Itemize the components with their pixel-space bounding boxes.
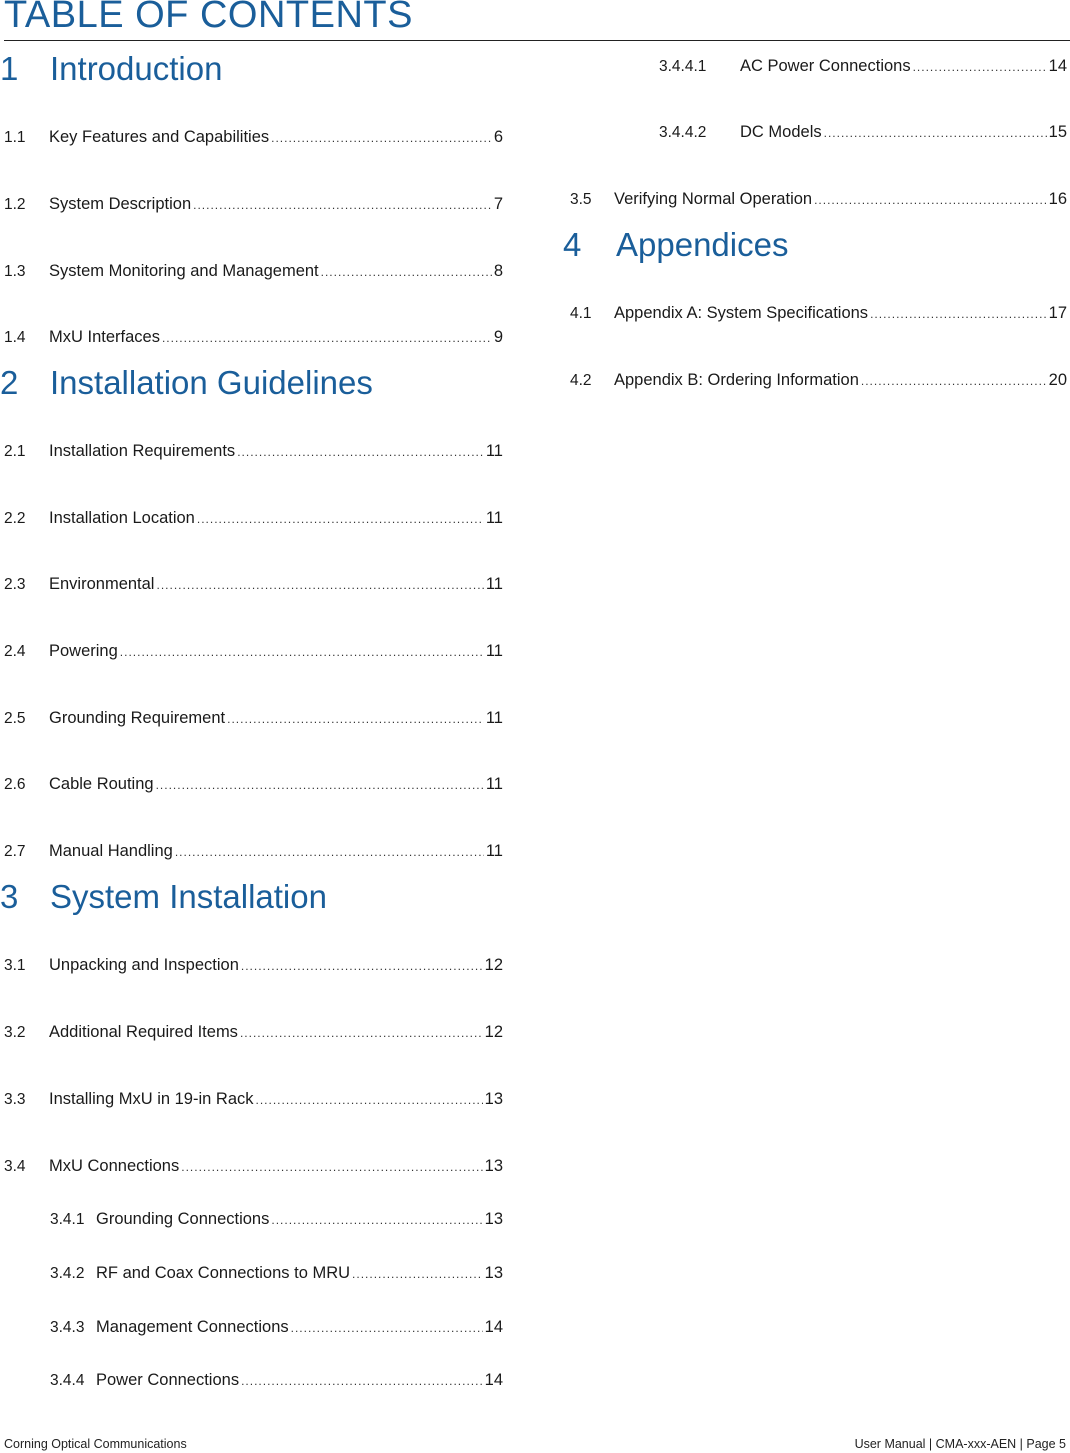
- entry-page: 7: [493, 195, 503, 213]
- entry-number: 4.1: [570, 305, 592, 322]
- toc-entry[interactable]: [50, 1208, 503, 1231]
- entry-number: 3.4.1: [50, 1211, 85, 1228]
- entry-label: Powering: [49, 642, 118, 660]
- entry-label: Key Features and Capabilities: [49, 128, 270, 146]
- toc-entry[interactable]: [570, 188, 1067, 211]
- dot-leader: [181, 1156, 482, 1178]
- entry-number: 2.1: [4, 443, 26, 460]
- toc-entry[interactable]: [4, 773, 503, 796]
- dot-leader: [241, 1370, 483, 1392]
- dot-leader: [197, 508, 484, 530]
- dot-leader: [352, 1263, 483, 1285]
- entry-page: 11: [485, 709, 503, 727]
- footer-company: Corning Optical Communications: [4, 1437, 187, 1451]
- dot-leader: [120, 641, 484, 663]
- entry-number: 3.4.4: [50, 1372, 85, 1389]
- chapter-title: Introduction: [50, 50, 223, 87]
- chapter-title: Appendices: [616, 226, 789, 263]
- toc-entry[interactable]: [4, 954, 503, 977]
- entry-number: 2.7: [4, 843, 26, 860]
- entry-page: 9: [493, 328, 503, 346]
- toc-entry[interactable]: [4, 573, 503, 596]
- entry-page: 14: [1048, 57, 1067, 75]
- entry-number: 2.4: [4, 643, 26, 660]
- entry-number: 2.2: [4, 510, 26, 527]
- dot-leader: [814, 189, 1047, 211]
- entry-number: 1.3: [4, 263, 26, 280]
- entry-label: Grounding Connections: [96, 1210, 270, 1228]
- toc-title: TABLE OF CONTENTS: [4, 0, 413, 36]
- entry-label: Installation Location: [49, 509, 195, 527]
- entry-label: MxU Interfaces: [49, 328, 160, 346]
- toc-entry[interactable]: [4, 507, 503, 530]
- entry-page: 12: [484, 1023, 503, 1041]
- toc-entry[interactable]: [659, 55, 1067, 78]
- entry-label: System Description: [49, 195, 192, 213]
- entry-label: MxU Connections: [49, 1157, 180, 1175]
- dot-leader: [824, 122, 1047, 144]
- dot-leader: [240, 1022, 483, 1044]
- entry-page: 13: [484, 1264, 503, 1282]
- toc-entry[interactable]: [659, 121, 1067, 144]
- toc-entry[interactable]: [4, 640, 503, 663]
- dot-leader: [913, 56, 1047, 78]
- dot-leader: [193, 194, 492, 216]
- toc-entry[interactable]: [4, 260, 503, 283]
- toc-entry[interactable]: [4, 193, 503, 216]
- entry-label: Unpacking and Inspection: [49, 956, 239, 974]
- entry-label: Manual Handling: [49, 842, 173, 860]
- chapter-number: 1: [0, 50, 19, 87]
- title-divider: [4, 40, 1070, 41]
- entry-number: 3.4.4.2: [659, 124, 707, 141]
- entry-label: DC Models: [740, 123, 822, 141]
- toc-entry[interactable]: [4, 707, 503, 730]
- entry-page: 17: [1048, 304, 1067, 322]
- entry-number: 3.4.4.1: [659, 58, 707, 75]
- dot-leader: [241, 955, 483, 977]
- entry-number: 1.1: [4, 129, 26, 146]
- toc-entry[interactable]: [50, 1369, 503, 1392]
- entry-label: Additional Required Items: [49, 1023, 238, 1041]
- entry-number: 3.5: [570, 191, 592, 208]
- dot-leader: [162, 327, 492, 349]
- toc-entry[interactable]: [4, 326, 503, 349]
- toc-entry[interactable]: [4, 1155, 503, 1178]
- entry-label: System Monitoring and Management: [49, 262, 319, 280]
- dot-leader: [870, 303, 1047, 325]
- chapter-heading: [563, 226, 788, 264]
- entry-label: Management Connections: [96, 1318, 289, 1336]
- entry-number: 2.6: [4, 776, 26, 793]
- toc-entry[interactable]: [570, 369, 1067, 392]
- entry-number: 3.4.2: [50, 1265, 85, 1282]
- dot-leader: [256, 1089, 483, 1111]
- toc-entry[interactable]: [4, 1088, 503, 1111]
- entry-label: Environmental: [49, 575, 155, 593]
- entry-label: AC Power Connections: [740, 57, 911, 75]
- dot-leader: [271, 1209, 482, 1231]
- chapter-heading: [0, 878, 327, 916]
- dot-leader: [175, 841, 484, 863]
- entry-number: 1.4: [4, 329, 26, 346]
- toc-entry[interactable]: [50, 1262, 503, 1285]
- dot-leader: [291, 1317, 483, 1339]
- entry-number: 4.2: [570, 372, 592, 389]
- entry-label: Appendix A: System Specifications: [614, 304, 869, 322]
- chapter-number: 4: [563, 226, 582, 263]
- dot-leader: [156, 574, 483, 596]
- chapter-number: 3: [0, 878, 19, 915]
- entry-page: 11: [485, 575, 503, 593]
- dot-leader: [156, 774, 484, 796]
- entry-label: Grounding Requirement: [49, 709, 226, 727]
- dot-leader: [271, 127, 492, 149]
- entry-page: 13: [484, 1157, 503, 1175]
- chapter-heading: [0, 50, 222, 88]
- entry-number: 2.3: [4, 576, 26, 593]
- toc-entry[interactable]: [4, 440, 503, 463]
- entry-page: 14: [484, 1318, 503, 1336]
- toc-entry[interactable]: [570, 302, 1067, 325]
- entry-page: 11: [485, 642, 503, 660]
- dot-leader: [237, 441, 484, 463]
- entry-page: 11: [485, 442, 503, 460]
- dot-leader: [321, 261, 492, 283]
- entry-number: 1.2: [4, 196, 26, 213]
- entry-page: 14: [484, 1371, 503, 1389]
- chapter-heading: [0, 364, 373, 402]
- toc-entry[interactable]: [4, 1021, 503, 1044]
- entry-number: 3.2: [4, 1024, 26, 1041]
- entry-page: 11: [485, 509, 503, 527]
- entry-page: 13: [484, 1090, 503, 1108]
- entry-label: Installing MxU in 19-in Rack: [49, 1090, 254, 1108]
- entry-number: 3.4: [4, 1158, 26, 1175]
- entry-label: Installation Requirements: [49, 442, 236, 460]
- entry-page: 15: [1048, 123, 1067, 141]
- entry-label: Cable Routing: [49, 775, 154, 793]
- chapter-title: System Installation: [50, 878, 327, 915]
- dot-leader: [227, 708, 484, 730]
- toc-entry[interactable]: [4, 840, 503, 863]
- entry-page: 20: [1048, 371, 1067, 389]
- entry-page: 8: [493, 262, 503, 280]
- entry-label: Appendix B: Ordering Information: [614, 371, 859, 389]
- entry-page: 12: [484, 956, 503, 974]
- entry-page: 13: [484, 1210, 503, 1228]
- footer-page-info: User Manual | CMA-xxx-AEN | Page 5: [854, 1437, 1066, 1451]
- entry-page: 11: [485, 775, 503, 793]
- entry-number: 3.1: [4, 957, 26, 974]
- entry-label: Verifying Normal Operation: [614, 190, 813, 208]
- chapter-number: 2: [0, 364, 19, 401]
- entry-page: 11: [485, 842, 503, 860]
- entry-number: 2.5: [4, 710, 26, 727]
- chapter-title: Installation Guidelines: [50, 364, 373, 401]
- toc-entry[interactable]: [4, 126, 503, 149]
- entry-page: 16: [1048, 190, 1067, 208]
- entry-label: Power Connections: [96, 1371, 240, 1389]
- entry-page: 6: [493, 128, 503, 146]
- toc-entry[interactable]: [50, 1316, 503, 1339]
- entry-number: 3.3: [4, 1091, 26, 1108]
- entry-number: 3.4.3: [50, 1319, 85, 1336]
- entry-label: RF and Coax Connections to MRU: [96, 1264, 351, 1282]
- dot-leader: [861, 370, 1047, 392]
